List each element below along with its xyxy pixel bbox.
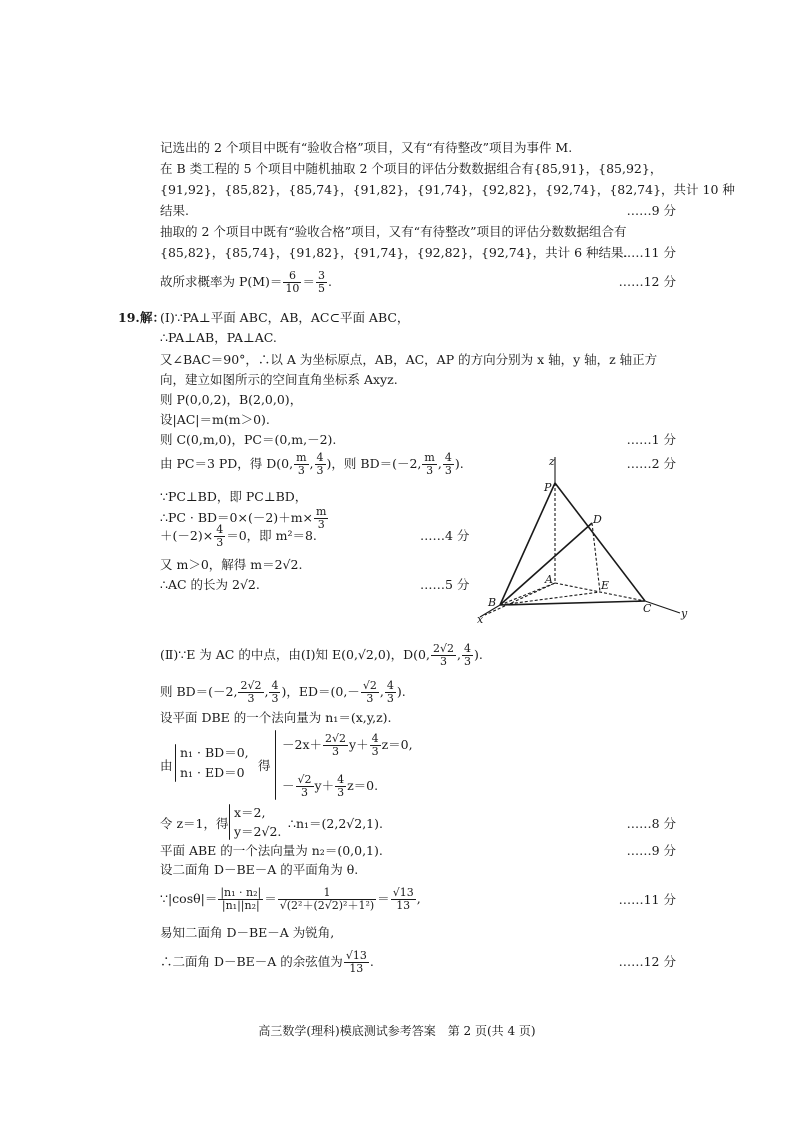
- fraction: $\frac{4}{3}$: [371, 732, 379, 758]
- fraction: $\frac{2√2}{3}$: [432, 642, 454, 668]
- label-B: B: [488, 596, 497, 609]
- text-line: 设二面角 D－BE－A 的平面角为 θ.: [160, 862, 359, 877]
- score-mark: ……5 分: [420, 577, 470, 592]
- text-line: 抽取的 2 个项目中既有“验收合格”项目，又有“有待整改”项目的评估分数数据组合有: [160, 224, 627, 239]
- equation: n₁ · BD＝0,: [180, 745, 249, 760]
- text-line: 在 B 类工程的 5 个项目中随机抽取 2 个项目的评估分数数据组合有{85,91}，{85,92}，: [160, 161, 663, 176]
- left-brace: [275, 730, 276, 800]
- fraction: $\frac{4}{3}$: [386, 679, 394, 705]
- text: 由: [160, 758, 173, 773]
- math-line: ∴PC · BD＝0×(－2)＋m× $\frac{m}{3}$: [160, 505, 327, 531]
- equation: － $\frac{√2}{3}$ y＋ $\frac{4}{3}$ z＝0.: [282, 773, 379, 799]
- fraction: $\frac{4}{3}$: [216, 523, 224, 549]
- text-line: 又∠BAC＝90°，∴以 A 为坐标原点，AB，AC，AP 的方向分别为 x 轴，y 轴，z 轴正方: [160, 352, 658, 367]
- label-C: C: [643, 602, 652, 615]
- equation: x＝2,: [234, 805, 266, 820]
- text-line: 结果.: [160, 203, 189, 218]
- fraction: $\frac{m}{3}$: [424, 451, 435, 477]
- label-A: A: [545, 573, 553, 586]
- text-line: ∴AC 的长为 2√2.: [160, 577, 260, 592]
- text-line: 设平面 DBE 的一个法向量为 n₁＝(x,y,z).: [160, 710, 392, 725]
- score-mark: ……8 分: [626, 816, 676, 831]
- left-brace: [229, 804, 230, 840]
- fraction: $\frac{√2}{3}$: [362, 679, 377, 705]
- equation: y＝2√2.: [234, 824, 282, 839]
- math-line: ∴二面角 D－BE－A 的余弦值为 $\frac{√13}{13}$ .: [160, 949, 374, 975]
- question-number: 19.: [118, 310, 140, 325]
- math-line: ＋(－2)× $\frac{4}{3}$ ＝0，即 m²＝8.: [160, 523, 317, 549]
- fraction: $\frac{\text{|n₁ · n₂|}}{\text{|n₁||n₂|}}$: [220, 886, 262, 912]
- text-line: 易知二面角 D－BE－A 为锐角,: [160, 925, 335, 940]
- edge-BD: [500, 523, 592, 605]
- fraction: $\frac{4}{3}$: [271, 679, 279, 705]
- score-mark: ……2 分: [626, 456, 676, 471]
- label-P: P: [544, 481, 552, 494]
- page-footer: 高三数学(理科)模底测试参考答案 第 2 页(共 4 页): [258, 1024, 536, 1038]
- text-line: 平面 ABE 的一个法向量为 n₂＝(0,0,1).: [160, 843, 383, 858]
- fraction: $\frac{2√2}{3}$: [240, 679, 262, 705]
- fraction: $\frac{2√2}{3}$: [325, 732, 347, 758]
- edge-DE: [592, 523, 600, 592]
- fraction: $\frac{4}{3}$: [444, 451, 452, 477]
- fraction: $\frac{3}{5}$: [317, 269, 325, 295]
- equation: －2x＋ $\frac{2√2}{3}$ y＋ $\frac{4}{3}$ z＝0,: [282, 732, 413, 758]
- edge-BC: [500, 601, 645, 605]
- label-x: x: [477, 613, 484, 626]
- text-line: 记选出的 2 个项目中既有“验收合格”项目，又有“有待整改”项目为事件 M.: [160, 140, 573, 155]
- label-y: y: [681, 607, 688, 620]
- score-mark: ……12 分: [618, 274, 676, 289]
- text-line: (Ⅰ)∵PA⊥平面 ABC，AB，AC⊂平面 ABC，: [160, 310, 410, 325]
- label-z: z: [549, 455, 555, 468]
- text-line: 设|AC|＝m(m＞0).: [160, 412, 270, 427]
- fraction: $\frac{m}{3}$: [296, 451, 307, 477]
- fraction: $\frac{m}{3}$: [316, 505, 327, 531]
- probability-result: 故所求概率为 P(M)＝ $\frac{6}{10}$ ＝ $\frac{3}{5}$ .: [160, 269, 332, 295]
- score-mark: ……1 分: [626, 432, 676, 447]
- pyramid-figure: [475, 455, 690, 630]
- score-mark: ……11 分: [618, 892, 676, 907]
- math-line: (Ⅱ)∵E 为 AC 的中点，由(Ⅰ)知 E(0,√2,0)，D(0, $\frac{2√2}{3}$ , $\frac{4}{3}$ ).: [160, 642, 483, 668]
- math-line: ∵|cosθ|＝ $\frac{\text{|n₁ · n₂|}}{\text{|n₁||n₂|}}$ ＝ $\frac{1}{\text{√(2²＋(2√2)²＋1²)}}$ ＝ $\frac{√13}{13}$ ,: [160, 886, 421, 912]
- text-line: {91,92}，{85,82}，{85,74}，{91,82}，{91,74}，{92,82}，{92,74}，{82,74}，共计 10 种: [160, 182, 735, 197]
- fraction: $\frac{4}{3}$: [316, 451, 324, 477]
- text: 故所求概率为 P(M)＝: [160, 274, 283, 289]
- left-brace: [175, 744, 176, 782]
- fraction: $\frac{4}{3}$: [337, 773, 345, 799]
- text-line: 则 C(0,m,0)，PC＝(0,m,－2).: [160, 432, 337, 447]
- text-line: 又 m＞0，解得 m＝2√2.: [160, 557, 303, 572]
- fraction: $\frac{1}{\text{√(2²＋(2√2)²＋1²)}}$: [279, 886, 375, 912]
- text-line: {85,82}，{85,74}，{91,82}，{91,74}，{92,82}，{92,74}，共计 6 种结果.: [160, 245, 628, 260]
- label-E: E: [601, 579, 610, 592]
- score-mark: ……4 分: [420, 528, 470, 543]
- text-line: 则 P(0,0,2)，B(2,0,0)，: [160, 392, 303, 407]
- edge-PC: [555, 483, 645, 601]
- text-line: ∴PA⊥AB，PA⊥AC.: [160, 330, 277, 345]
- math-line: 由 PC＝3 PD，得 D(0, $\frac{m}{3}$ , $\frac{4}{3}$ )，则 BD＝(－2, $\frac{m}{3}$ , $\frac{4}{3}$ ).: [160, 451, 464, 477]
- fraction: $\frac{6}{10}$: [285, 269, 300, 295]
- fraction: $\frac{√2}{3}$: [297, 773, 312, 799]
- solution-label: 解：: [140, 310, 166, 325]
- text-line: 向，建立如图所示的空间直角坐标系 Axyz.: [160, 372, 398, 387]
- score-mark: ……11 分: [618, 245, 676, 260]
- equation: n₁ · ED＝0: [180, 765, 245, 780]
- fraction: $\frac{4}{3}$: [463, 642, 471, 668]
- score-mark: ……12 分: [618, 954, 676, 969]
- equation: ∴n₁＝(2,2√2,1).: [288, 816, 383, 831]
- text: 得: [258, 758, 271, 773]
- label-D: D: [593, 513, 602, 526]
- fraction: $\frac{√13}{13}$: [392, 886, 414, 912]
- score-mark: ……9 分: [626, 203, 676, 218]
- score-mark: ……9 分: [626, 843, 676, 858]
- fraction: $\frac{√13}{13}$: [345, 949, 367, 975]
- text-line: ∵PC⊥BD，即 PC⊥BD，: [160, 489, 308, 504]
- math-line: 则 BD＝(－2, $\frac{2√2}{3}$ , $\frac{4}{3}$ )，ED＝(0,－ $\frac{√2}{3}$ , $\frac{4}{3}$ ).: [160, 679, 406, 705]
- text: 令 z＝1，得: [160, 816, 229, 831]
